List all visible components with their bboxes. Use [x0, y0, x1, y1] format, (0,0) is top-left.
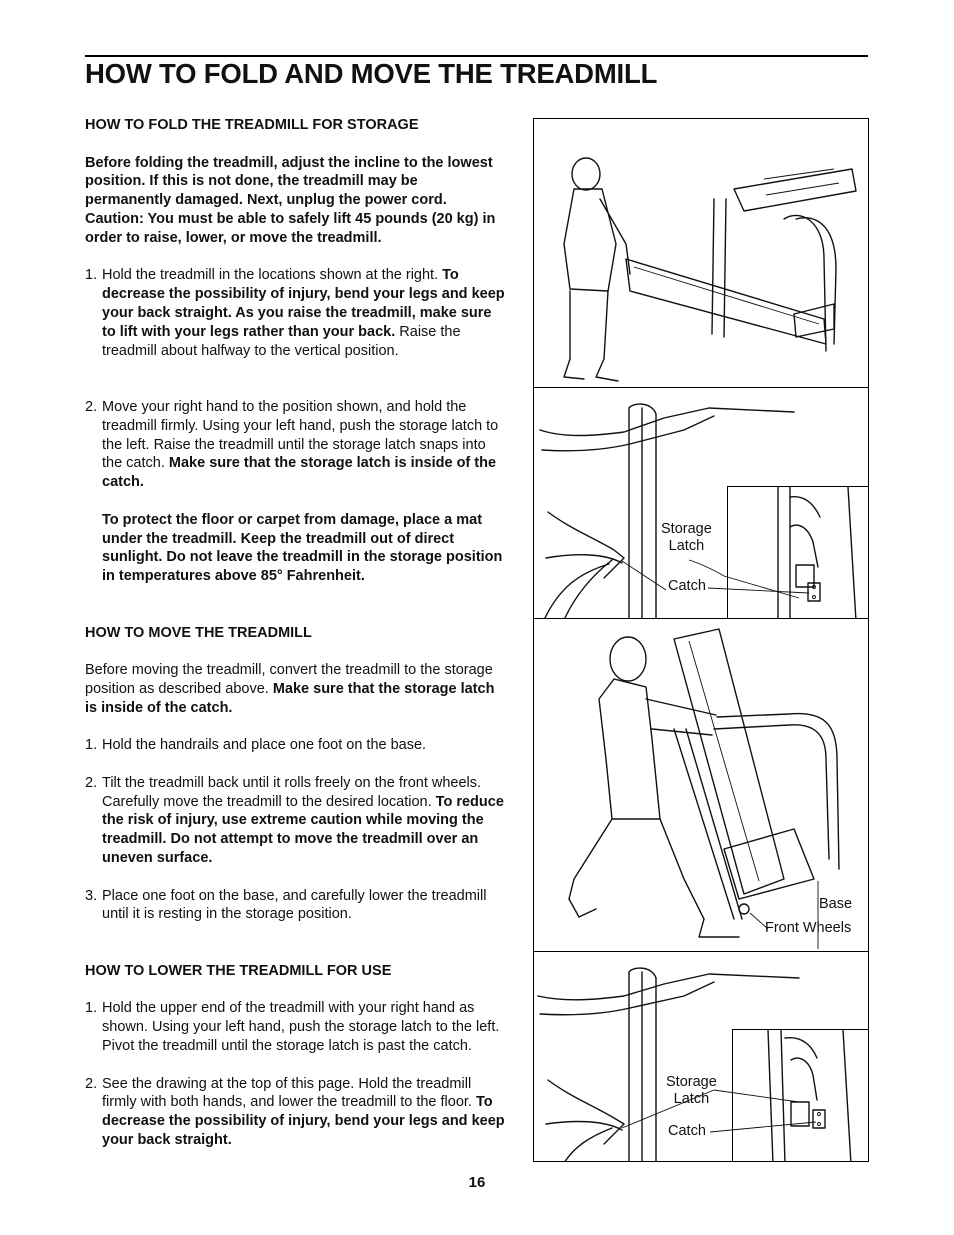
storage-latch-label — [661, 521, 712, 555]
step-caution: Make sure that the storage latch is inside of the catch. — [102, 455, 497, 491]
page-title: HOW TO FOLD AND MOVE THE TREADMILL — [85, 58, 658, 89]
step-number: 3. — [85, 887, 98, 904]
catch-label-2: Catch — [668, 1123, 706, 1139]
step-number: 1. — [85, 1000, 98, 1017]
release-inset — [732, 1029, 869, 1162]
step-text: Hold the treadmill in the locations shown at the right. — [102, 267, 443, 284]
move-intro — [85, 661, 505, 717]
step-caution: To reduce the risk of injury, use extreme caution while moving the treadmill. Do not attempt to move the treadmill over an uneven surface. — [102, 793, 504, 867]
figure-storage-latch — [533, 387, 869, 619]
latch-inset-drawing — [728, 487, 869, 619]
storage-latch-label-line2: Latch — [673, 1091, 710, 1107]
figure-release-latch — [533, 951, 869, 1162]
lift-illustration — [534, 119, 869, 388]
title-rule — [85, 55, 868, 57]
catch-label: Catch — [668, 578, 706, 594]
move-heading: HOW TO MOVE THE TREADMILL — [85, 624, 312, 641]
fold-step-1 — [85, 266, 505, 360]
step-number: 2. — [85, 1075, 98, 1092]
release-inset-drawing — [733, 1030, 869, 1162]
step-number: 1. — [85, 737, 98, 754]
storage-latch-label-line1: Storage — [661, 521, 712, 537]
step-caution: To decrease the possibility of injury, bend your legs and keep your back straight. As you raise the treadmill, make sure to lift with your legs rather than your back. — [102, 267, 505, 340]
step-text: Hold the handrails and place one foot on the base. — [102, 737, 427, 754]
step-text: Move your right hand to the position shown, and hold the treadmill firmly. Using your left hand, push the storage latch to the left. Raise the treadmill until the storage latch snaps into the catch. — [102, 398, 499, 472]
fold-warning: Before folding the treadmill, adjust the incline to the lowest position. If this is not done, the treadmill may be permanently damaged. Next, unplug the power cord. Caution: You must be able to safely lift 45 pounds (20 kg) in order to raise, lower, or move the treadmill. — [85, 154, 496, 246]
move-intro-caution: Make sure that the storage latch is inside of the catch. — [85, 680, 495, 716]
step-text: Tilt the treadmill back until it rolls freely on the front wheels. Carefully move the treadmill to the desired location. — [102, 774, 482, 810]
move-step-3 — [85, 887, 505, 925]
figures-column — [533, 118, 869, 1162]
storage-latch-label-line2: Latch — [668, 538, 705, 554]
instructions-column — [85, 116, 505, 1150]
move-step-2 — [85, 774, 505, 868]
step-text: Raise the treadmill about halfway to the vertical position. — [102, 323, 461, 359]
move-step-1 — [85, 736, 505, 755]
base-label-text: Base — [819, 896, 853, 912]
latch-inset — [727, 486, 869, 619]
fold-step-2 — [85, 398, 505, 586]
fold-heading: HOW TO FOLD THE TREADMILL FOR STORAGE — [85, 117, 419, 133]
page-number: 16 — [468, 1174, 486, 1191]
figure-move-treadmill — [533, 618, 869, 952]
figure-lift-treadmill — [533, 118, 869, 388]
storage-latch-label-line1: Storage — [666, 1074, 717, 1090]
step-text: See the drawing at the top of this page. Hold the treadmill firmly with both hands, and lower the treadmill to the floor. — [102, 1075, 476, 1111]
step-number: 1. — [85, 267, 98, 284]
move-intro-text: Before moving the treadmill, convert the treadmill to the storage position as described above. — [85, 662, 493, 697]
lower-heading: HOW TO LOWER THE TREADMILL FOR USE — [85, 962, 392, 979]
floor-note: To protect the floor or carpet from damage, place a mat under the treadmill. Keep the treadmill out of direct sunlight. Do not leave the treadmill in the storage position in temperatures above 85° Fahrenheit. — [102, 511, 503, 585]
front-wheels-label: Front Wheels — [765, 920, 852, 936]
lower-step-2 — [85, 1075, 505, 1150]
step-caution: To decrease the possibility of injury, bend your legs and keep your back straight. — [102, 1094, 505, 1149]
step-number: 2. — [85, 774, 98, 791]
step-number: 2. — [85, 398, 98, 415]
storage-latch-label-2 — [666, 1074, 717, 1108]
lower-step-1 — [85, 999, 505, 1055]
step-text: Place one foot on the base, and carefully lower the treadmill until it is resting in the storage position. — [102, 887, 487, 923]
step-text: Hold the upper end of the treadmill with your right hand as shown. Using your left hand, push the storage latch to the left. Pivot the treadmill until the storage latch is past the catch. — [102, 1000, 500, 1055]
